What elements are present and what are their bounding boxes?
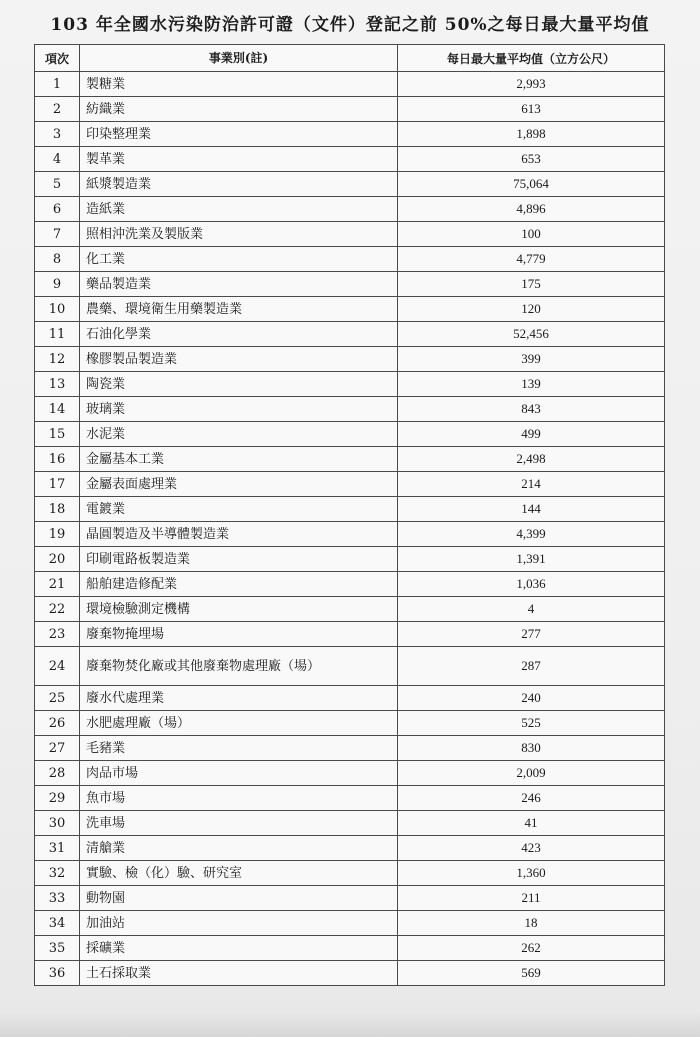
row-no: 19 bbox=[35, 522, 80, 547]
row-industry: 魚市場 bbox=[80, 786, 398, 811]
table-row bbox=[35, 122, 665, 147]
row-no: 1 bbox=[35, 72, 80, 97]
table-row bbox=[35, 172, 665, 197]
row-value: 499 bbox=[398, 422, 665, 447]
row-value: 2,498 bbox=[398, 447, 665, 472]
row-industry: 玻璃業 bbox=[80, 397, 398, 422]
row-industry: 水泥業 bbox=[80, 422, 398, 447]
row-industry: 電鍍業 bbox=[80, 497, 398, 522]
table-row bbox=[35, 647, 665, 686]
row-no: 3 bbox=[35, 122, 80, 147]
row-value: 1,391 bbox=[398, 547, 665, 572]
table-row bbox=[35, 297, 665, 322]
row-value: 4,896 bbox=[398, 197, 665, 222]
row-industry: 印染整理業 bbox=[80, 122, 398, 147]
row-value: 175 bbox=[398, 272, 665, 297]
row-industry: 毛豬業 bbox=[80, 736, 398, 761]
row-no: 9 bbox=[35, 272, 80, 297]
row-no: 29 bbox=[35, 786, 80, 811]
row-no: 17 bbox=[35, 472, 80, 497]
row-industry: 照相沖洗業及製版業 bbox=[80, 222, 398, 247]
row-industry: 製糖業 bbox=[80, 72, 398, 97]
row-industry: 陶瓷業 bbox=[80, 372, 398, 397]
row-value: 843 bbox=[398, 397, 665, 422]
table-row bbox=[35, 372, 665, 397]
row-no: 34 bbox=[35, 911, 80, 936]
row-value: 1,360 bbox=[398, 861, 665, 886]
row-no: 20 bbox=[35, 547, 80, 572]
row-value: 75,064 bbox=[398, 172, 665, 197]
table-row bbox=[35, 836, 665, 861]
row-industry: 化工業 bbox=[80, 247, 398, 272]
row-no: 23 bbox=[35, 622, 80, 647]
row-no: 27 bbox=[35, 736, 80, 761]
row-no: 22 bbox=[35, 597, 80, 622]
row-no: 2 bbox=[35, 97, 80, 122]
table-row bbox=[35, 786, 665, 811]
table-row bbox=[35, 911, 665, 936]
table-row bbox=[35, 686, 665, 711]
table-row bbox=[35, 886, 665, 911]
row-industry: 加油站 bbox=[80, 911, 398, 936]
table-row bbox=[35, 147, 665, 172]
row-industry: 肉品市場 bbox=[80, 761, 398, 786]
table-header-row bbox=[35, 45, 665, 72]
table-row bbox=[35, 97, 665, 122]
row-value: 423 bbox=[398, 836, 665, 861]
row-value: 139 bbox=[398, 372, 665, 397]
row-industry: 廢棄物焚化廠或其他廢棄物處理廠（場） bbox=[80, 647, 398, 686]
row-no: 30 bbox=[35, 811, 80, 836]
row-industry: 動物園 bbox=[80, 886, 398, 911]
row-industry: 藥品製造業 bbox=[80, 272, 398, 297]
row-no: 8 bbox=[35, 247, 80, 272]
table-row bbox=[35, 72, 665, 97]
row-industry: 橡膠製品製造業 bbox=[80, 347, 398, 372]
table-row bbox=[35, 736, 665, 761]
row-industry: 晶圓製造及半導體製造業 bbox=[80, 522, 398, 547]
row-industry: 廢棄物掩埋場 bbox=[80, 622, 398, 647]
row-industry: 印刷電路板製造業 bbox=[80, 547, 398, 572]
row-industry: 實驗、檢（化）驗、研究室 bbox=[80, 861, 398, 886]
row-value: 613 bbox=[398, 97, 665, 122]
row-value: 277 bbox=[398, 622, 665, 647]
table-row bbox=[35, 322, 665, 347]
row-value: 120 bbox=[398, 297, 665, 322]
row-value: 262 bbox=[398, 936, 665, 961]
row-industry: 環境檢驗測定機構 bbox=[80, 597, 398, 622]
row-industry: 紡織業 bbox=[80, 97, 398, 122]
row-no: 32 bbox=[35, 861, 80, 886]
row-value: 653 bbox=[398, 147, 665, 172]
row-industry: 製革業 bbox=[80, 147, 398, 172]
row-value: 1,036 bbox=[398, 572, 665, 597]
table-row bbox=[35, 347, 665, 372]
row-value: 4,779 bbox=[398, 247, 665, 272]
data-table bbox=[34, 44, 665, 986]
table-row bbox=[35, 222, 665, 247]
row-value: 2,993 bbox=[398, 72, 665, 97]
row-value: 2,009 bbox=[398, 761, 665, 786]
row-industry: 廢水代處理業 bbox=[80, 686, 398, 711]
table-row bbox=[35, 472, 665, 497]
row-no: 36 bbox=[35, 961, 80, 986]
row-industry: 船舶建造修配業 bbox=[80, 572, 398, 597]
row-no: 5 bbox=[35, 172, 80, 197]
row-industry: 農藥、環境衛生用藥製造業 bbox=[80, 297, 398, 322]
row-value: 18 bbox=[398, 911, 665, 936]
row-value: 52,456 bbox=[398, 322, 665, 347]
row-industry: 水肥處理廠（場） bbox=[80, 711, 398, 736]
row-no: 25 bbox=[35, 686, 80, 711]
row-no: 12 bbox=[35, 347, 80, 372]
table-row bbox=[35, 272, 665, 297]
row-no: 14 bbox=[35, 397, 80, 422]
row-industry: 洗車場 bbox=[80, 811, 398, 836]
table-row bbox=[35, 447, 665, 472]
row-no: 16 bbox=[35, 447, 80, 472]
row-no: 33 bbox=[35, 886, 80, 911]
row-no: 18 bbox=[35, 497, 80, 522]
row-industry: 採礦業 bbox=[80, 936, 398, 961]
table-row bbox=[35, 811, 665, 836]
row-no: 31 bbox=[35, 836, 80, 861]
table-row bbox=[35, 547, 665, 572]
row-value: 214 bbox=[398, 472, 665, 497]
row-industry: 造紙業 bbox=[80, 197, 398, 222]
row-value: 1,898 bbox=[398, 122, 665, 147]
row-value: 569 bbox=[398, 961, 665, 986]
table-row bbox=[35, 861, 665, 886]
row-value: 240 bbox=[398, 686, 665, 711]
row-value: 4,399 bbox=[398, 522, 665, 547]
table-row bbox=[35, 597, 665, 622]
row-no: 28 bbox=[35, 761, 80, 786]
row-industry: 清艙業 bbox=[80, 836, 398, 861]
row-value: 4 bbox=[398, 597, 665, 622]
row-industry: 紙漿製造業 bbox=[80, 172, 398, 197]
row-industry: 金屬表面處理業 bbox=[80, 472, 398, 497]
table-row bbox=[35, 761, 665, 786]
table-row bbox=[35, 422, 665, 447]
table-row bbox=[35, 711, 665, 736]
row-industry: 土石採取業 bbox=[80, 961, 398, 986]
bottom-decoration bbox=[0, 1011, 700, 1037]
table-row bbox=[35, 622, 665, 647]
table-row bbox=[35, 961, 665, 986]
table-row bbox=[35, 497, 665, 522]
row-value: 100 bbox=[398, 222, 665, 247]
row-no: 15 bbox=[35, 422, 80, 447]
table-row bbox=[35, 397, 665, 422]
row-industry: 金屬基本工業 bbox=[80, 447, 398, 472]
table-row bbox=[35, 936, 665, 961]
header-industry: 事業別(註) bbox=[80, 45, 398, 72]
row-no: 35 bbox=[35, 936, 80, 961]
row-value: 41 bbox=[398, 811, 665, 836]
row-no: 4 bbox=[35, 147, 80, 172]
row-value: 211 bbox=[398, 886, 665, 911]
row-value: 525 bbox=[398, 711, 665, 736]
table-row bbox=[35, 572, 665, 597]
table-body bbox=[35, 72, 665, 986]
row-no: 11 bbox=[35, 322, 80, 347]
row-value: 399 bbox=[398, 347, 665, 372]
row-no: 21 bbox=[35, 572, 80, 597]
row-no: 6 bbox=[35, 197, 80, 222]
row-no: 10 bbox=[35, 297, 80, 322]
row-no: 7 bbox=[35, 222, 80, 247]
row-no: 24 bbox=[35, 647, 80, 686]
header-value: 每日最大量平均值（立方公尺） bbox=[398, 45, 665, 72]
table-row bbox=[35, 522, 665, 547]
row-value: 246 bbox=[398, 786, 665, 811]
header-no: 項次 bbox=[35, 45, 80, 72]
row-industry: 石油化學業 bbox=[80, 322, 398, 347]
row-value: 144 bbox=[398, 497, 665, 522]
row-value: 287 bbox=[398, 647, 665, 686]
row-value: 830 bbox=[398, 736, 665, 761]
table-row bbox=[35, 247, 665, 272]
table-row bbox=[35, 197, 665, 222]
row-no: 26 bbox=[35, 711, 80, 736]
document-title: 103 年全國水污染防治許可證（文件）登記之前 50%之每日最大量平均值 bbox=[50, 15, 650, 35]
row-no: 13 bbox=[35, 372, 80, 397]
